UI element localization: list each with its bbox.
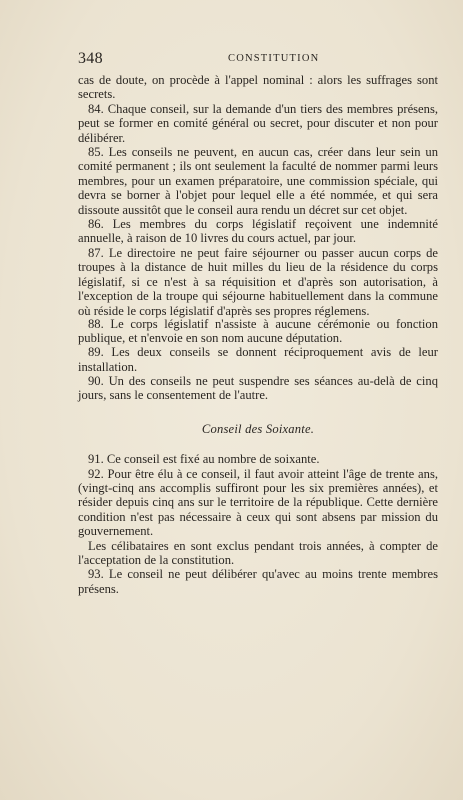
article-88: 88. Le corps législatif n'assiste à aucune cérémonie ou fonction publique, et n'envoie en son nom aucune députation. xyxy=(78,316,438,345)
section-title: Conseil des Soixante. xyxy=(201,421,315,436)
article-86: 86. Les membres du corps législatif reçoivent une indemnité annuelle, à raison de 10 livres du cours actuel, par jour. xyxy=(78,217,438,246)
article-84: 84. Chaque conseil, sur la demande d'un tiers des membres présens, peut se former en comité général ou secret, pour discuter et non pour délibérer. xyxy=(78,101,438,145)
body-text xyxy=(78,73,438,596)
article-85: 85. Les conseils ne peuvent, en aucun cas, créer dans leur sein un comité permanent ; ils ont seulement la faculté de nommer parmi leurs membres, pour un examen préparatoire, une commission spéciale, qui devra se borner à l'objet pour lequel elle a été nommée, et qui sera dissoute aussitôt que le conseil aura rendu un décret sur cet objet. xyxy=(78,145,438,217)
article-92-continued: Les célibataires en sont exclus pendant trois années, à compter de l'acceptation de la constitution. xyxy=(78,538,438,567)
article-91: 91. Ce conseil est fixé au nombre de soixante. xyxy=(88,452,320,467)
page-header xyxy=(78,50,438,70)
article-93: 93. Le conseil ne peut délibérer qu'avec au moins trente membres présens. xyxy=(78,567,438,596)
article-paragraph: cas de doute, on procède à l'appel nominal : alors les suffrages sont secrets. xyxy=(78,73,438,102)
article-90: 90. Un des conseils ne peut suspendre ses séances au-delà de cinq jours, sans le consentement de l'autre. xyxy=(78,373,438,403)
page-number: 348 xyxy=(78,50,103,67)
article-87: 87. Le directoire ne peut faire séjourner ou passer aucun corps de troupes à la distance de huit milles du lieu de la résidence du corps législatif, si ce n'est à sa réquisition et d'après son autorisation, à l'exception de la troupe qui séjourne habituellement dans la commune où réside le corps législatif d'après ses propres réglemens. xyxy=(78,245,438,318)
running-head: CONSTITUTION xyxy=(228,53,320,64)
article-89: 89. Les deux conseils se donnent réciproquement avis de leur installation. xyxy=(78,345,438,374)
article-92: 92. Pour être élu à ce conseil, il faut avoir atteint l'âge de trente ans, (vingt-cinq ans accomplis suffiront pour les six premières années), et résider depuis cinq ans sur le territoire de la république. Cette dernière condition n'est pas nécessaire à ceux qui sont absens par mission du gouvernement. xyxy=(78,466,438,539)
